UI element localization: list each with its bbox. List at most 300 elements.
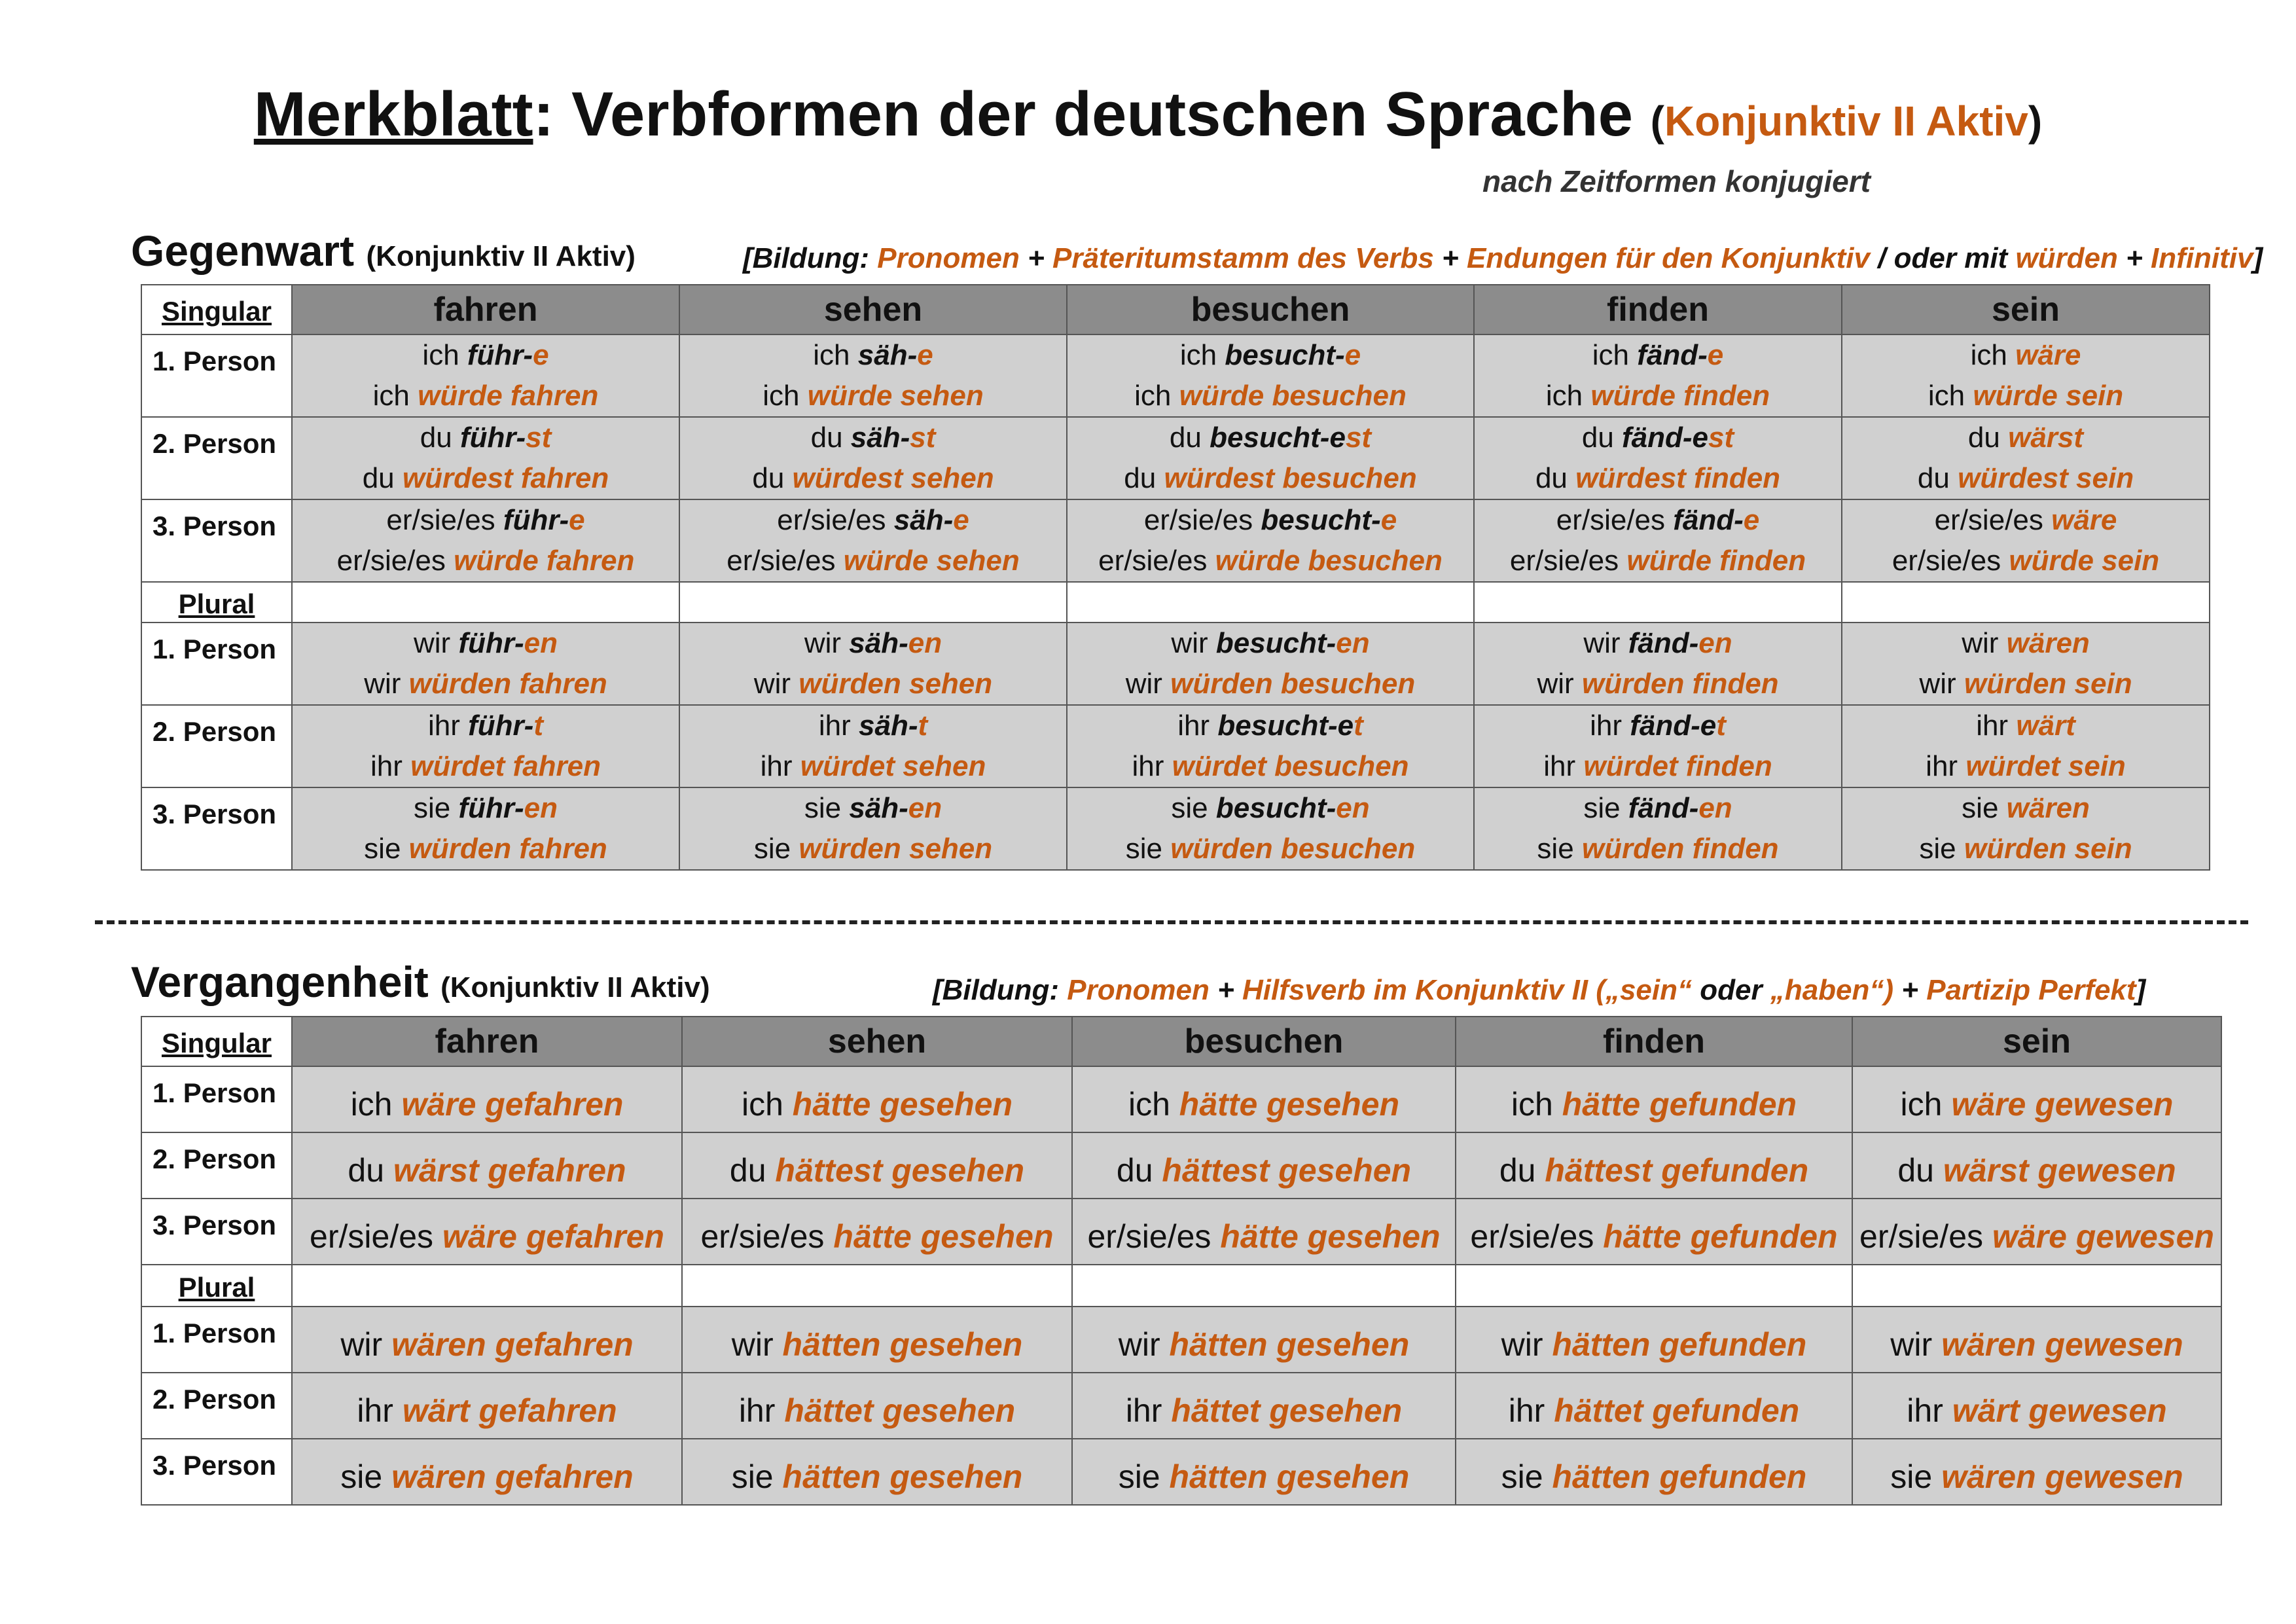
verb-header: besuchen <box>1067 285 1474 334</box>
wuerden-form: würden sehen <box>798 833 993 865</box>
pronoun: sie <box>1537 833 1574 865</box>
conjugation-cell <box>1072 1439 1456 1505</box>
past-subtitle: (Konjunktiv II Aktiv) <box>440 971 710 1003</box>
verb-ending: en <box>1336 627 1370 659</box>
perfect-form: wärt gefahren <box>402 1392 617 1429</box>
verb-ending: wäre <box>2015 339 2081 371</box>
pronoun: sie <box>1962 792 1999 824</box>
plural-label: Plural <box>141 582 292 623</box>
wuerden-form: würde finden <box>1590 380 1770 412</box>
verb-ending: en <box>1698 627 1732 659</box>
pronoun: ihr <box>1132 750 1164 782</box>
person-label: 1. Person <box>141 623 292 705</box>
verb-stem: führ- <box>458 792 524 824</box>
pronoun: wir <box>1125 668 1162 700</box>
form-line-stem <box>293 500 679 541</box>
pronoun: er/sie/es <box>1509 545 1619 577</box>
pronoun: wir <box>1583 627 1621 659</box>
verb-header: sehen <box>679 285 1067 334</box>
verb-stem: führ- <box>468 710 534 742</box>
conjugation-cell <box>1842 623 2210 705</box>
verb-stem: führ- <box>459 422 526 454</box>
verb-stem: fänd- <box>1673 504 1744 536</box>
verb-stem: säh- <box>893 504 954 536</box>
table-row <box>141 705 2210 787</box>
empty-cell <box>292 1265 682 1307</box>
pronoun: er/sie/es <box>1892 545 2001 577</box>
form-line-stem <box>1842 500 2209 541</box>
form-line-stem <box>680 788 1066 829</box>
form-line-wuerden <box>1475 541 1841 581</box>
verb-ending: e <box>1380 504 1397 536</box>
conjugation-cell <box>682 1199 1072 1265</box>
verb-ending: wären <box>2006 627 2090 659</box>
pronoun: ich <box>1511 1085 1553 1123</box>
pronoun: sie <box>413 792 451 824</box>
perfect-form: wären gefahren <box>391 1326 634 1363</box>
pronoun: du <box>1535 462 1568 494</box>
empty-cell <box>682 1265 1072 1307</box>
verb-stem: fänd- <box>1628 627 1699 659</box>
pronoun: sie <box>731 1458 774 1495</box>
wuerden-form: würdet sehen <box>800 750 986 782</box>
wuerden-form: würden fahren <box>408 833 607 865</box>
pronoun: er/sie/es <box>386 504 495 536</box>
wuerden-form: würdet besuchen <box>1172 750 1409 782</box>
form-line-stem <box>293 706 679 746</box>
perfect-form: wärst gefahren <box>393 1151 626 1189</box>
pronoun: ich <box>1545 380 1583 412</box>
pronoun: sie <box>1118 1458 1160 1495</box>
conjugation-cell <box>1474 334 1842 417</box>
conjugation-cell <box>1852 1373 2221 1439</box>
pronoun: ihr <box>428 710 460 742</box>
page-title <box>0 79 2296 151</box>
conjugation-cell <box>682 1132 1072 1199</box>
pronoun: wir <box>1890 1326 1933 1363</box>
form-line-wuerden <box>1475 458 1841 499</box>
pronoun: wir <box>804 627 842 659</box>
pronoun: ich <box>422 339 459 371</box>
verb-ending: en <box>524 792 558 824</box>
perfect-form: wärt gewesen <box>1952 1392 2167 1429</box>
present-formula: [Bildung: Pronomen + Präteritumstamm des Verbs + Endungen für den Konjunktiv / oder mit würden + Infinitiv] <box>743 242 2263 274</box>
form-line-wuerden <box>680 746 1066 787</box>
form-line-stem <box>1475 706 1841 746</box>
verb-stem: führ- <box>458 627 524 659</box>
pronoun: er/sie/es <box>1934 504 2043 536</box>
table-row <box>141 787 2210 870</box>
form-line-stem <box>1067 623 1473 664</box>
pronoun: ich <box>741 1085 783 1123</box>
present-heading <box>131 226 636 276</box>
pronoun: du <box>1116 1151 1153 1189</box>
form-line-wuerden <box>293 746 679 787</box>
wuerden-form: würdest besuchen <box>1164 462 1417 494</box>
conjugation-cell <box>1072 1373 1456 1439</box>
conjugation-cell <box>1456 1439 1852 1505</box>
pronoun: er/sie/es <box>1087 1218 1211 1255</box>
person-label: 2. Person <box>141 1373 292 1439</box>
verb-ending: t <box>918 710 928 742</box>
verb-header: finden <box>1456 1017 1852 1066</box>
empty-cell <box>1067 582 1474 623</box>
table-row <box>141 417 2210 499</box>
conjugation-cell <box>1456 1373 1852 1439</box>
conjugation-cell <box>1067 334 1474 417</box>
verb-ending: en <box>908 792 942 824</box>
verb-stem: säh- <box>849 792 908 824</box>
pronoun: du <box>752 462 785 494</box>
pronoun: er/sie/es <box>1470 1218 1594 1255</box>
wuerden-form: würden sein <box>1964 833 2132 865</box>
form-line-stem <box>1475 623 1841 664</box>
verb-stem: säh- <box>850 422 910 454</box>
conjugation-cell <box>292 1199 682 1265</box>
wuerden-form: würden fahren <box>408 668 607 700</box>
wuerden-form: würde sehen <box>843 545 1020 577</box>
verb-ending: st <box>1708 422 1734 454</box>
perfect-form: wäre gefahren <box>401 1085 624 1123</box>
pronoun: er/sie/es <box>336 545 446 577</box>
form-line-wuerden <box>293 458 679 499</box>
person-label: 2. Person <box>141 705 292 787</box>
wuerden-form: würdest sein <box>1958 462 2134 494</box>
title-paren-text: Konjunktiv II Aktiv <box>1664 98 2028 145</box>
perfect-form: hätten gesehen <box>782 1458 1023 1495</box>
form-line-wuerden <box>293 541 679 581</box>
conjugation-cell <box>1072 1132 1456 1199</box>
verb-header: sein <box>1852 1017 2221 1066</box>
empty-cell <box>1072 1265 1456 1307</box>
pronoun: wir <box>414 627 451 659</box>
form-line-wuerden <box>1842 541 2209 581</box>
wuerden-form: würdet sein <box>1965 750 2126 782</box>
table-row <box>141 1199 2221 1265</box>
verb-ending: e <box>569 504 585 536</box>
title-paren: (Konjunktiv II Aktiv) <box>1650 98 2043 145</box>
conjugation-cell <box>1852 1199 2221 1265</box>
conjugation-cell <box>1456 1066 1852 1132</box>
form-line-stem <box>1067 788 1473 829</box>
form-line-wuerden <box>1842 376 2209 416</box>
verb-ending: st <box>910 422 936 454</box>
conjugation-cell <box>1072 1199 1456 1265</box>
conjugation-cell <box>1852 1066 2221 1132</box>
verb-ending: en <box>524 627 558 659</box>
pronoun: er/sie/es <box>1556 504 1666 536</box>
form-line-wuerden <box>680 541 1066 581</box>
past-title: Vergangenheit <box>131 958 429 1006</box>
verb-ending: e <box>1707 339 1724 371</box>
pronoun: du <box>729 1151 766 1189</box>
pronoun: sie <box>364 833 401 865</box>
pronoun: wir <box>340 1326 383 1363</box>
pronoun: du <box>362 462 395 494</box>
conjugation-cell <box>1072 1066 1456 1132</box>
verb-ending: e <box>1344 339 1361 371</box>
conjugation-cell <box>1842 334 2210 417</box>
title-main: Merkblatt <box>253 79 533 149</box>
form-line-wuerden <box>1067 458 1473 499</box>
pronoun: ihr <box>357 1392 393 1429</box>
verb-stem: fänd-e <box>1622 422 1709 454</box>
verb-stem: besucht-e <box>1217 710 1354 742</box>
pronoun: ich <box>1928 380 1965 412</box>
conjugation-cell <box>682 1439 1072 1505</box>
pronoun: du <box>1967 422 2000 454</box>
plural-row <box>141 1265 2221 1307</box>
form-line-stem <box>293 623 679 664</box>
conjugation-cell <box>292 1066 682 1132</box>
conjugation-cell <box>1456 1307 1852 1373</box>
pronoun: wir <box>753 668 791 700</box>
form-line-wuerden <box>680 376 1066 416</box>
pronoun: wir <box>1501 1326 1543 1363</box>
table-row <box>141 623 2210 705</box>
pronoun: er/sie/es <box>1143 504 1253 536</box>
form-line-wuerden <box>293 664 679 704</box>
pronoun: wir <box>1118 1326 1160 1363</box>
singular-label: Singular <box>141 285 292 334</box>
conjugation-cell <box>679 417 1067 499</box>
form-line-wuerden <box>1067 541 1473 581</box>
perfect-form: hätte gefunden <box>1603 1218 1838 1255</box>
verb-ending: st <box>526 422 552 454</box>
section-divider <box>95 920 2248 924</box>
pronoun: ihr <box>1907 1392 1943 1429</box>
pronoun: du <box>1917 462 1950 494</box>
conjugation-cell <box>1067 417 1474 499</box>
conjugation-cell <box>1072 1307 1456 1373</box>
wuerden-form: würden besuchen <box>1170 833 1416 865</box>
verb-ending: en <box>1698 792 1732 824</box>
perfect-form: wäre gefahren <box>442 1218 664 1255</box>
conjugation-cell <box>1842 705 2210 787</box>
verb-stem: fänd- <box>1637 339 1708 371</box>
verb-ending: wären <box>2006 792 2090 824</box>
verb-stem: fänd-e <box>1630 710 1717 742</box>
conjugation-cell <box>1067 623 1474 705</box>
pronoun: du <box>1169 422 1202 454</box>
pronoun: ihr <box>1543 750 1576 782</box>
verb-stem: führ- <box>503 504 569 536</box>
pronoun: ihr <box>1590 710 1622 742</box>
conjugation-cell <box>679 623 1067 705</box>
past-formula: [Bildung: Pronomen + Hilfsverb im Konjunktiv II („sein“ oder „haben“) + Partizip Perfekt] <box>933 974 2146 1006</box>
form-line-wuerden <box>293 376 679 416</box>
form-line-wuerden <box>1842 746 2209 787</box>
pronoun: sie <box>1890 1458 1933 1495</box>
verb-ending: t <box>533 710 543 742</box>
perfect-form: hätten gesehen <box>1169 1326 1410 1363</box>
wuerden-form: würde fahren <box>454 545 635 577</box>
past-heading <box>131 957 710 1007</box>
header-row <box>141 285 2210 334</box>
verb-stem: fänd- <box>1628 792 1699 824</box>
pronoun: ihr <box>1125 1392 1162 1429</box>
verb-stem: besucht- <box>1261 504 1381 536</box>
pronoun: wir <box>364 668 401 700</box>
verb-ending: e <box>533 339 549 371</box>
conjugation-cell <box>1842 787 2210 870</box>
wuerden-form: würde besuchen <box>1179 380 1407 412</box>
pronoun: wir <box>1171 627 1208 659</box>
pronoun: ich <box>372 380 410 412</box>
pronoun: sie <box>1125 833 1162 865</box>
pronoun: ihr <box>760 750 793 782</box>
form-line-wuerden <box>1067 829 1473 869</box>
verb-ending: t <box>1354 710 1363 742</box>
person-label: 3. Person <box>141 787 292 870</box>
wuerden-form: würden finden <box>1581 833 1779 865</box>
pronoun: wir <box>731 1326 774 1363</box>
verb-stem: besucht- <box>1225 339 1345 371</box>
verb-stem: säh- <box>849 627 908 659</box>
perfect-form: hätten gesehen <box>1169 1458 1410 1495</box>
form-line-wuerden <box>1067 664 1473 704</box>
form-line-stem <box>1475 500 1841 541</box>
pronoun: er/sie/es <box>777 504 886 536</box>
conjugation-cell <box>1852 1307 2221 1373</box>
conjugation-cell <box>679 705 1067 787</box>
form-line-wuerden <box>680 829 1066 869</box>
verb-stem: säh- <box>859 710 918 742</box>
conjugation-cell <box>679 499 1067 582</box>
person-label: 3. Person <box>141 1439 292 1505</box>
pronoun: er/sie/es <box>1859 1218 1983 1255</box>
conjugation-cell <box>1842 499 2210 582</box>
form-line-stem <box>1067 335 1473 376</box>
table-row <box>141 334 2210 417</box>
pronoun: ich <box>1970 339 2007 371</box>
form-line-stem <box>680 418 1066 458</box>
perfect-form: wärst gewesen <box>1943 1151 2176 1189</box>
pronoun: du <box>1124 462 1157 494</box>
conjugation-cell <box>1852 1439 2221 1505</box>
header-row <box>141 1017 2221 1066</box>
conjugation-cell <box>679 334 1067 417</box>
table-row <box>141 1307 2221 1373</box>
wuerden-form: würdest sehen <box>792 462 994 494</box>
form-line-stem <box>1475 335 1841 376</box>
form-line-wuerden <box>1842 829 2209 869</box>
plural-row <box>141 582 2210 623</box>
empty-cell <box>1842 582 2210 623</box>
perfect-form: hättet gesehen <box>1171 1392 1403 1429</box>
person-label: 1. Person <box>141 1307 292 1373</box>
pronoun: du <box>810 422 843 454</box>
form-line-stem <box>293 335 679 376</box>
conjugation-cell <box>1474 499 1842 582</box>
pronoun: ich <box>350 1085 393 1123</box>
person-label: 2. Person <box>141 1132 292 1199</box>
conjugation-cell <box>1456 1199 1852 1265</box>
pronoun: wir <box>1537 668 1574 700</box>
conjugation-cell <box>1842 417 2210 499</box>
form-line-wuerden <box>1842 664 2209 704</box>
verb-stem: besucht- <box>1215 792 1336 824</box>
form-line-wuerden <box>1067 746 1473 787</box>
wuerden-form: würdet fahren <box>410 750 601 782</box>
form-line-wuerden <box>1067 376 1473 416</box>
form-line-wuerden <box>293 829 679 869</box>
page-subtitle: nach Zeitformen konjugiert <box>1482 164 1871 198</box>
conjugation-cell <box>682 1307 1072 1373</box>
verb-ending: e <box>917 339 933 371</box>
present-table <box>141 284 2210 871</box>
form-line-wuerden <box>1475 746 1841 787</box>
pronoun: sie <box>1171 792 1208 824</box>
verb-header: fahren <box>292 1017 682 1066</box>
wuerden-form: würde finden <box>1626 545 1806 577</box>
pronoun: er/sie/es <box>1098 545 1208 577</box>
pronoun: ich <box>1900 1085 1943 1123</box>
form-line-wuerden <box>680 664 1066 704</box>
wuerden-form: würde besuchen <box>1215 545 1443 577</box>
conjugation-cell <box>292 1132 682 1199</box>
conjugation-cell <box>292 1439 682 1505</box>
pronoun: du <box>1581 422 1614 454</box>
plural-label: Plural <box>141 1265 292 1307</box>
perfect-form: hätte gesehen <box>1220 1218 1441 1255</box>
pronoun: wir <box>1919 668 1956 700</box>
pronoun: wir <box>1962 627 1999 659</box>
verb-stem: führ- <box>467 339 533 371</box>
verb-stem: besucht- <box>1215 627 1336 659</box>
person-label: 1. Person <box>141 1066 292 1132</box>
conjugation-cell <box>292 334 679 417</box>
pronoun: ich <box>762 380 800 412</box>
pronoun: ihr <box>1926 750 1958 782</box>
pronoun: du <box>1499 1151 1536 1189</box>
pronoun: ihr <box>818 710 851 742</box>
conjugation-cell <box>682 1373 1072 1439</box>
wuerden-form: würde sehen <box>807 380 984 412</box>
perfect-form: hätte gefunden <box>1562 1085 1797 1123</box>
form-line-wuerden <box>1475 664 1841 704</box>
conjugation-cell <box>679 787 1067 870</box>
perfect-form: hätten gefunden <box>1552 1458 1807 1495</box>
form-line-stem <box>1067 500 1473 541</box>
empty-cell <box>292 582 679 623</box>
form-line-stem <box>293 788 679 829</box>
verb-ending: e <box>953 504 969 536</box>
form-line-stem <box>1067 418 1473 458</box>
verb-ending: en <box>908 627 942 659</box>
conjugation-cell <box>1067 705 1474 787</box>
pronoun: sie <box>1501 1458 1543 1495</box>
person-label: 2. Person <box>141 417 292 499</box>
table-row <box>141 1132 2221 1199</box>
verb-header: sehen <box>682 1017 1072 1066</box>
wuerden-form: würden sehen <box>798 668 993 700</box>
conjugation-cell <box>292 1307 682 1373</box>
form-line-stem <box>680 500 1066 541</box>
form-line-stem <box>1842 706 2209 746</box>
conjugation-cell <box>1474 417 1842 499</box>
conjugation-cell <box>292 417 679 499</box>
pronoun: er/sie/es <box>700 1218 825 1255</box>
perfect-form: hätte gesehen <box>1179 1085 1400 1123</box>
wuerden-form: würden finden <box>1581 668 1779 700</box>
verb-stem: besucht-e <box>1210 422 1346 454</box>
perfect-form: wären gewesen <box>1941 1326 2183 1363</box>
form-line-stem <box>1842 788 2209 829</box>
conjugation-cell <box>292 499 679 582</box>
pronoun: du <box>420 422 452 454</box>
conjugation-cell <box>1474 787 1842 870</box>
